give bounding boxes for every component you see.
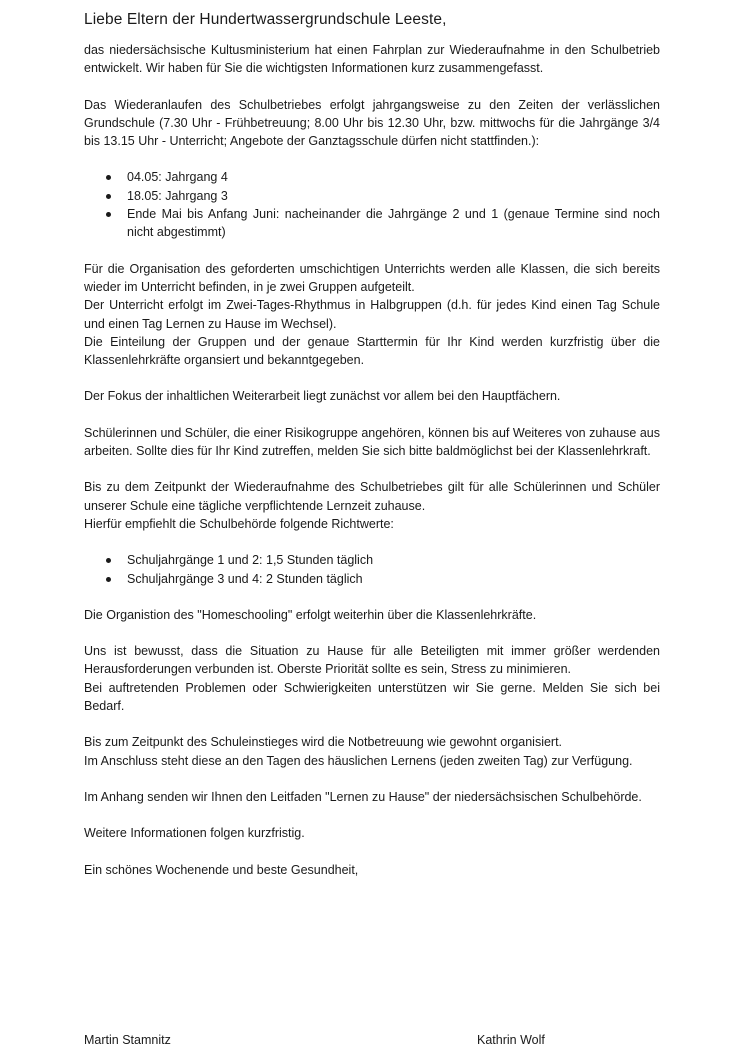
signature-right: Kathrin Wolf xyxy=(477,1033,545,1047)
paragraph-emergency-care-after: Im Anschluss steht diese an den Tagen des häuslichen Lernens (jeden zweiten Tag) zur Verfügung. xyxy=(84,753,633,768)
paragraph-homeschooling: Die Organistion des "Homeschooling" erfolgt weiterhin über die Klassenlehrkräfte. xyxy=(84,607,537,622)
list-item: Schuljahrgänge 3 und 4: 2 Stunden täglich xyxy=(84,570,660,588)
paragraph-schedule: Das Wiederanlaufen des Schulbetriebes erfolgt jahrgangsweise zu den Zeiten der verlässlichen Grundschule (7.30 Uhr - Frühbetreuung; 8.00 Uhr bis 12.30 Uhr, bzw. mittwochs für die Jahrgänge 3/4 bis 13.15 Uhr - Unterricht; Angebote der Ganztagsschule dürfen nicht stattfinden.): xyxy=(84,97,660,149)
paragraph-attachment: Im Anhang senden wir Ihnen den Leitfaden "Lernen zu Hause" der niedersächsischen Schulbehörde. xyxy=(84,789,642,804)
bullet-icon xyxy=(106,558,111,563)
paragraph-groups: Für die Organisation des geforderten umschichtigen Unterrichts werden alle Klassen, die sich bereits wieder im Unterricht befinden, in je zwei Gruppen aufgeteilt. xyxy=(84,261,660,294)
list-item: Ende Mai bis Anfang Juni: nacheinander die Jahrgänge 2 und 1 (genaue Termine sind noch nicht abgestimmt) xyxy=(84,205,660,242)
bullet-icon xyxy=(106,577,111,582)
bullet-icon xyxy=(106,175,111,180)
paragraph-risk-group: Schülerinnen und Schüler, die einer Risikogruppe angehören, können bis auf Weiteres von zuhause aus arbeiten. Sollte dies für Ihr Kind zutreffen, melden Sie sich bitte baldmöglichst bei der Klassenlehrkraft. xyxy=(84,425,660,459)
bullet-icon xyxy=(106,194,111,199)
paragraph-guidelines: Hierfür empfiehlt die Schulbehörde folgende Richtwerte: xyxy=(84,516,394,531)
paragraph-assignment: Die Einteilung der Gruppen und der genaue Starttermin für Ihr Kind werden kurzfristig über die Klassenlehrkräfte organsiert und bekanntgegeben. xyxy=(84,334,660,368)
paragraph-support: Bei auftretenden Problemen oder Schwierigkeiten unterstützen wir Sie gerne. Melden Sie sich bei Bedarf. xyxy=(84,680,660,714)
list-item: 04.05: Jahrgang 4 xyxy=(84,168,660,186)
closing-line: Ein schönes Wochenende und beste Gesundheit, xyxy=(84,862,359,877)
schedule-list xyxy=(84,168,660,241)
letter-body xyxy=(84,0,660,879)
letter-greeting: Liebe Eltern der Hundertwassergrundschule Leeste, xyxy=(84,11,447,28)
paragraph-more-info: Weitere Informationen folgen kurzfristig. xyxy=(84,826,305,841)
bullet-icon xyxy=(106,212,111,217)
hours-list xyxy=(84,551,660,588)
list-item: Schuljahrgänge 1 und 2: 1,5 Stunden täglich xyxy=(84,551,660,569)
list-item: 18.05: Jahrgang 3 xyxy=(84,187,660,205)
paragraph-intro: das niedersächsische Kultusministerium hat einen Fahrplan zur Wiederaufnahme in den Schulbetrieb entwickelt. Wir haben für Sie die wichtigsten Informationen kurz zusammengefasst. xyxy=(84,43,660,76)
paragraph-situation: Uns ist bewusst, dass die Situation zu Hause für alle Beteiligten mit immer größer werdenden Herausforderungen verbunden ist. Oberste Priorität sollte es sein, Stress zu minimieren. xyxy=(84,644,660,677)
signature-left: Martin Stamnitz xyxy=(84,1033,171,1047)
paragraph-learning-time: Bis zu dem Zeitpunkt der Wiederaufnahme des Schulbetriebes gilt für alle Schülerinnen und Schüler unserer Schule eine tägliche verpflichtende Lernzeit zuhause. xyxy=(84,480,660,513)
paragraph-rhythm: Der Unterricht erfolgt im Zwei-Tages-Rhythmus in Halbgruppen (d.h. für jedes Kind einen Tag Schule und einen Tag Lernen zu Hause im Wechsel). xyxy=(84,298,660,331)
paragraph-focus: Der Fokus der inhaltlichen Weiterarbeit liegt zunächst vor allem bei den Hauptfächern. xyxy=(84,389,561,404)
paragraph-emergency-care: Bis zum Zeitpunkt des Schuleinstieges wird die Notbetreuung wie gewohnt organisiert. xyxy=(84,735,563,750)
